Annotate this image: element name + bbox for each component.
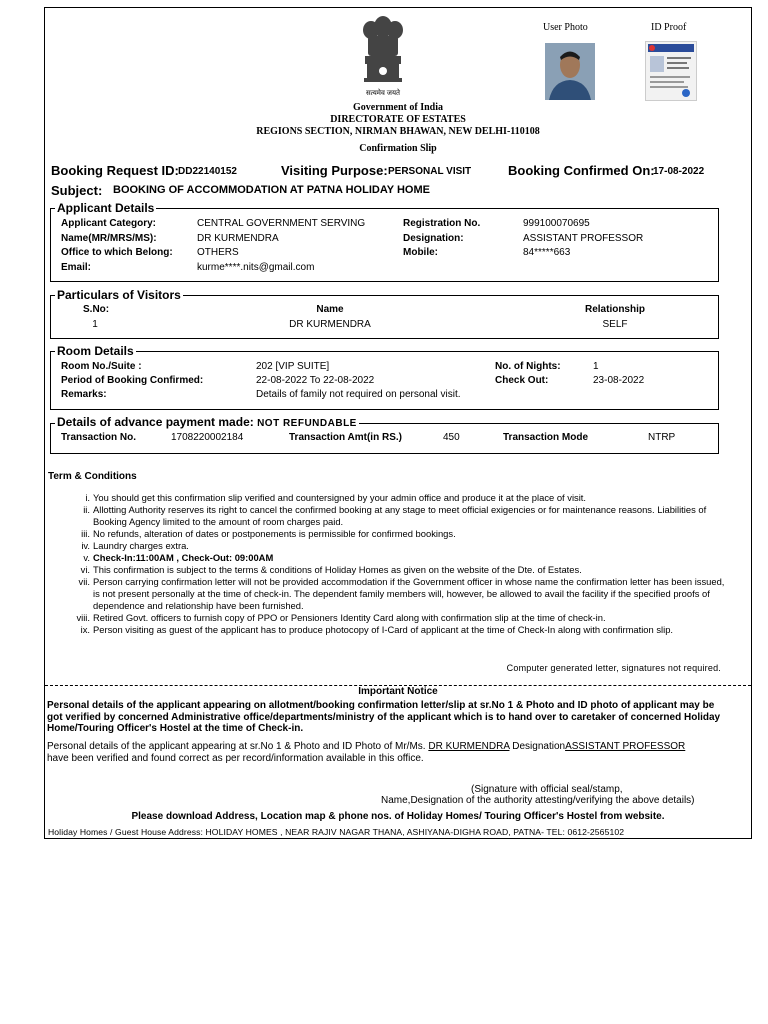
visitors-col-sno: S.No: [83, 304, 110, 315]
email-label: Email: [61, 262, 92, 273]
term-number: viii. [76, 612, 90, 623]
applicant-details-legend: Applicant Details [57, 201, 155, 215]
term-item [68, 528, 728, 540]
verify-post: have been verified and found correct as per record/information available in this office. [47, 752, 424, 764]
holiday-home-address: Holiday Homes / Guest House Address: HOLIDAY HOMES , NEAR RAJIV NAGAR THANA, ASHIYANA-DIGHA ROAD, PATNA- TEL: 0612-2565102 [48, 827, 625, 837]
booking-confirmed-date: 17-08-2022 [653, 166, 705, 177]
term-item [68, 612, 728, 624]
visitors-legend: Particulars of Visitors [57, 288, 181, 302]
room-label: Room No./Suite : [61, 361, 142, 372]
term-item [68, 504, 728, 528]
room-value: 202 [VIP SUITE] [256, 361, 330, 372]
payment-legend-text: Details of advance payment made: [57, 415, 254, 429]
checkout-value: 23-08-2022 [593, 375, 645, 386]
visitors-col-name: Name [316, 304, 344, 315]
room-details-legend: Room Details [57, 344, 134, 358]
transaction-amt: 450 [443, 432, 460, 443]
signature-line-2: Name,Designation of the authority attesting/verifying the above details) [381, 795, 695, 806]
visitor-name: DR KURMENDRA [289, 319, 371, 330]
registration-value: 999100070695 [523, 218, 590, 229]
applicant-category-label: Applicant Category: [61, 218, 157, 229]
term-number: ix. [80, 624, 90, 635]
email-value: kurme****.nits@gmail.com [197, 262, 315, 273]
transaction-mode: NTRP [648, 432, 676, 443]
term-text: Allotting Authority reserves its right to cancel the confirmed booking at any stage to meet official exigencies or for maintenance reasons. Liabilities of Booking Agency limited to the amount of room charges paid. [93, 504, 707, 527]
applicant-name: DR KURMENDRA [197, 233, 279, 244]
id-proof-image [645, 41, 697, 101]
transaction-no: 1708220002184 [171, 432, 244, 443]
term-item [68, 540, 728, 552]
applicant-name-label: Name(MR/MRS/MS): [61, 233, 157, 244]
booking-confirmed-label: Booking Confirmed On: [508, 163, 655, 178]
term-item [68, 576, 728, 612]
term-number: vi. [80, 564, 90, 575]
subject-label: Subject: [51, 183, 103, 198]
term-number: iv. [81, 540, 90, 551]
confirmation-slip [44, 7, 752, 839]
remarks-value: Details of family not required on personal visit. [256, 389, 461, 400]
term-item [68, 552, 728, 564]
visitor-relationship: SELF [602, 319, 628, 330]
subject-text: BOOKING OF ACCOMMODATION AT PATNA HOLIDAY HOME [113, 184, 430, 196]
id-proof-label: ID Proof [651, 22, 687, 33]
payment-legend-note: NOT REFUNDABLE [257, 418, 357, 429]
terms-list [68, 492, 728, 636]
booking-request-id: DD22140152 [178, 166, 237, 177]
period-label: Period of Booking Confirmed: [61, 375, 204, 386]
term-item [68, 564, 728, 576]
user-photo [545, 43, 595, 100]
mobile-value: 84*****663 [523, 247, 571, 258]
term-number: ii. [83, 504, 90, 515]
office-label: Office to which Belong: [61, 247, 173, 258]
term-number: vii. [78, 576, 90, 587]
user-photo-label: User Photo [543, 22, 588, 33]
visitors-col-relationship: Relationship [584, 304, 645, 315]
computer-generated-note: Computer generated letter, signatures not required. [506, 663, 721, 673]
term-text: Person carrying confirmation letter will not be provided accommodation if the Government officer in whose name the confirmation letter has been issued, is not present personally at the time of check-in. The dependent family members will, however, be allowed to avail the facility if the specified proofs of dependence and relationship have been furnished. [93, 576, 725, 611]
term-text: No refunds, alteration of dates or postponements is permissible for confirmed bookings. [93, 528, 456, 539]
verify-mid: Designation [512, 741, 566, 752]
verify-designation: ASSISTANT PROFESSOR [565, 741, 686, 752]
nights-value: 1 [593, 361, 599, 372]
nights-label: No. of Nights: [495, 361, 561, 372]
notice-heading: Important Notice [358, 686, 438, 697]
verify-pre: Personal details of the applicant appearing at sr.No 1 & Photo and ID Photo of Mr/Ms. [47, 741, 426, 752]
payment-legend [55, 416, 359, 430]
download-notice: Please download Address, Location map & phone nos. of Holiday Homes/ Touring Officer's Hostel from website. [131, 811, 665, 822]
period-value: 22-08-2022 To 22-08-2022 [256, 375, 375, 386]
visiting-purpose: PERSONAL VISIT [388, 166, 472, 177]
header-line-4: Confirmation Slip [359, 143, 437, 154]
registration-label: Registration No. [403, 218, 481, 229]
transaction-no-label: Transaction No. [61, 432, 137, 443]
booking-request-id-label: Booking Request ID: [51, 163, 179, 178]
visitor-sno: 1 [92, 319, 98, 330]
notice-bold-paragraph: Personal details of the applicant appearing on allotment/booking confirmation letter/slip at sr.No 1 & Photo and ID photo of applicant may be got verified by concerned Administrative office/departments/ministry of the applicant which is to hand over to caretaker of concerned Holiday Home/Touring Officer's Hostel at the time of Check-in. [47, 700, 721, 734]
national-emblem [355, 14, 411, 97]
designation-label: Designation: [403, 233, 464, 244]
verification-paragraph [47, 741, 687, 764]
header-line-1: Government of India [353, 102, 443, 113]
term-number: iii. [81, 528, 90, 539]
header-line-2: DIRECTORATE OF ESTATES [330, 114, 466, 125]
remarks-label: Remarks: [61, 389, 107, 400]
transaction-amt-label: Transaction Amt(in RS.) [289, 432, 402, 443]
office-value: OTHERS [197, 247, 239, 258]
term-text: Check-In:11:00AM , Check-Out: 09:00AM [93, 552, 274, 563]
transaction-mode-label: Transaction Mode [503, 432, 589, 443]
verify-name: DR KURMENDRA [428, 741, 510, 752]
applicant-category: CENTRAL GOVERNMENT SERVING [197, 218, 366, 229]
visiting-purpose-label: Visiting Purpose: [281, 163, 388, 178]
emblem-motto: सत्यमेव जयते [365, 90, 401, 97]
term-item [68, 624, 728, 636]
mobile-label: Mobile: [403, 247, 438, 258]
term-item [68, 492, 728, 504]
term-text: You should get this confirmation slip verified and countersigned by your admin office and produce it at the place of visit. [93, 492, 587, 503]
header-line-3: REGIONS SECTION, NIRMAN BHAWAN, NEW DELHI-110108 [256, 126, 540, 137]
term-text: Person visiting as guest of the applicant has to produce photocopy of I-Card of applicant at the time of Check-In along with confirmation slip. [93, 624, 674, 635]
checkout-label: Check Out: [495, 375, 549, 386]
designation-value: ASSISTANT PROFESSOR [523, 233, 644, 244]
signature-line-1: (Signature with official seal/stamp, [471, 784, 623, 795]
term-number: v. [83, 552, 90, 563]
term-number: i. [85, 492, 90, 503]
term-text: Retired Govt. officers to furnish copy of PPO or Pensioners Identity Card along with confirmation slip at the time of check-in. [93, 612, 606, 623]
term-text: This confirmation is subject to the terms & conditions of Holiday Homes as given on the website of the Dte. of Estates. [93, 564, 582, 575]
terms-heading: Term & Conditions [48, 471, 137, 482]
term-text: Laundry charges extra. [93, 540, 189, 551]
